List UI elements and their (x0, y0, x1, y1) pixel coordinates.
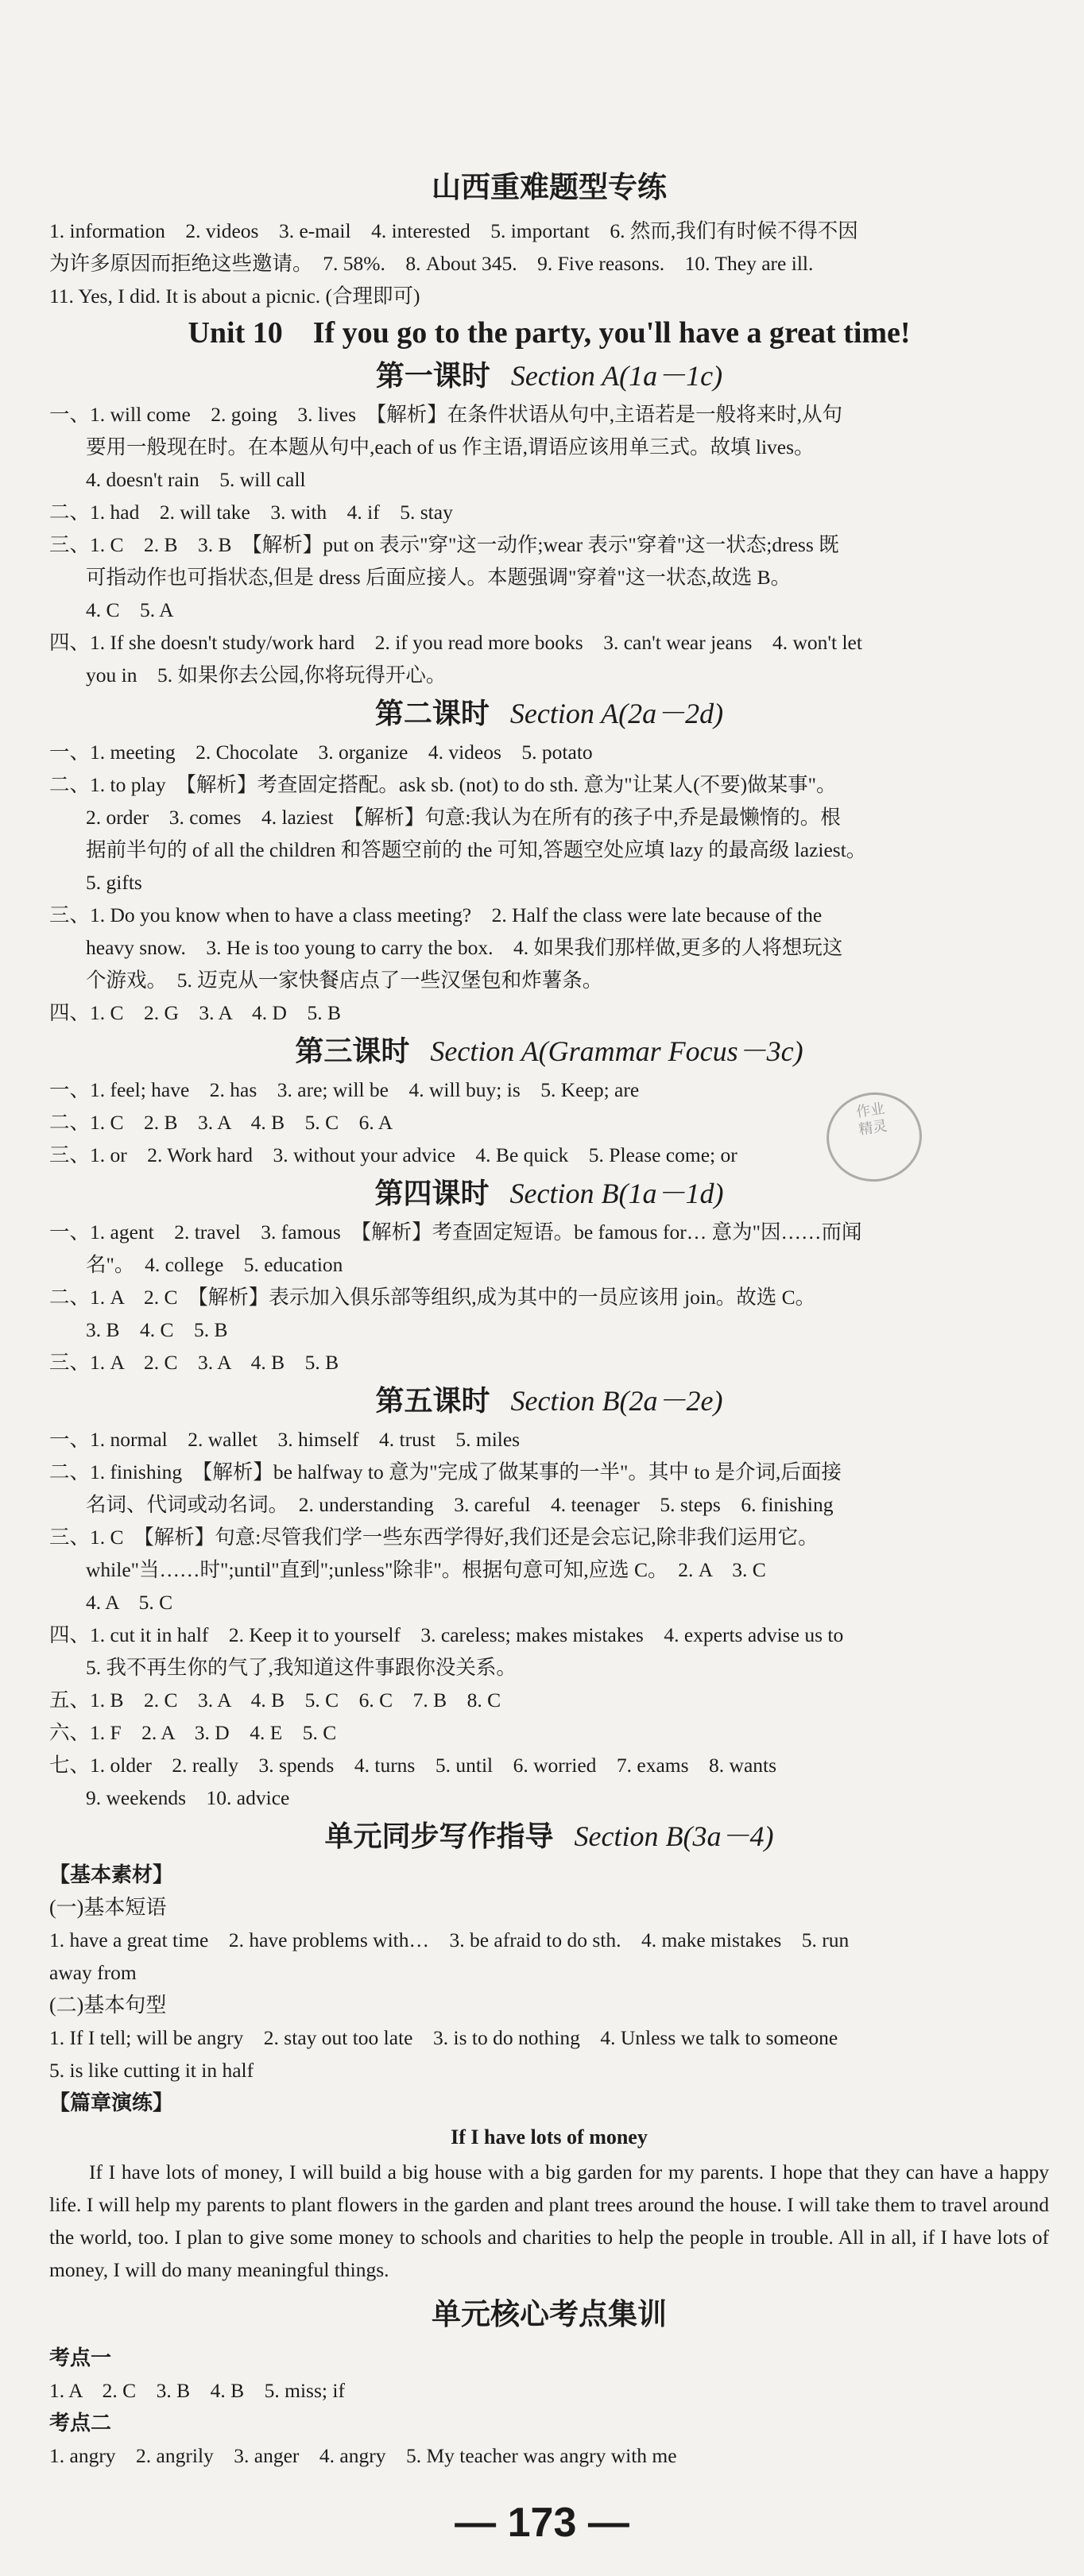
lesson-title-cn: 第一课时 (375, 360, 490, 392)
lesson-title-en: Section B(1a－1d) (509, 1178, 724, 1209)
phrases-label: (一)基本短语 (49, 1896, 167, 1919)
lesson-title-en: Section A(2a－2d) (509, 698, 724, 729)
answer-line: 1. If I tell; will be angry 2. stay out too late 3. is to do nothing 4. Unless we talk to someone (49, 2026, 838, 2049)
answer-line: 1. angry 2. angrily 3. anger 4. angry 5. My teacher was angry with me (49, 2444, 677, 2467)
lesson-title-cn: 第三课时 (295, 1035, 410, 1067)
answer-line: 四、1. C 2. G 3. A 4. D 5. B (49, 1001, 341, 1024)
lesson-title (49, 1817, 1049, 1855)
lesson-title-cn: 第二课时 (374, 698, 490, 729)
core-body (49, 2342, 1049, 2472)
basic-material-label: 【基本素材】 (49, 1863, 174, 1886)
answer-line: while"当……时";until"直到";unless"除非"。根据句意可知,应选 C。 2. A 3. C (86, 1558, 766, 1581)
answer-line: 一、1. feel; have 2. has 3. are; will be 4. will buy; is 5. Keep; are (49, 1078, 640, 1101)
answer-line: 二、1. to play 【解析】考查固定搭配。ask sb. (not) to do sth. 意为"让某人(不要)做某事"。 (49, 773, 837, 796)
writing-title-en: Section B(3a－4) (574, 1820, 774, 1852)
unit-title: Unit 10 If you go to the party, you'll have a great time! (188, 316, 911, 350)
answer-line: 4. doesn't rain 5. will call (86, 468, 306, 491)
lesson-title (49, 357, 1049, 395)
answer-line: 三、1. Do you know when to have a class meeting? 2. Half the class were late because of the (49, 903, 823, 926)
answer-line: 二、1. A 2. C 【解析】表示加入俱乐部等组织,成为其中的一员应该用 join。故选 C。 (49, 1286, 816, 1309)
answer-line: 1. have a great time 2. have problems with… 3. be afraid to do sth. 4. make mistakes 5. run (49, 1928, 850, 1951)
answer-line: 11. Yes, I did. It is about a picnic. (合理即可) (49, 284, 420, 307)
answer-line: 4. A 5. C (86, 1591, 173, 1614)
lesson-title-en: Section A(1a－1c) (510, 360, 723, 392)
answer-line: 三、1. A 2. C 3. A 4. B 5. B (49, 1351, 339, 1374)
lesson-title-cn: 第四课时 (374, 1178, 490, 1209)
answer-line: 六、1. F 2. A 3. D 4. E 5. C (49, 1721, 337, 1744)
answer-line: 四、1. If she doesn't study/work hard 2. if you read more books 3. can't wear jeans 4. won't let (49, 631, 862, 654)
answer-line: 3. B 4. C 5. B (86, 1318, 228, 1341)
answer-line: 一、1. meeting 2. Chocolate 3. organize 4. videos 5. potato (49, 741, 593, 764)
point2-label: 考点二 (49, 2412, 112, 2435)
lesson-title-en: Section A(Grammar Focus－3c) (430, 1035, 803, 1067)
answer-line: 名词、代词或动名词。 2. understanding 3. careful 4. teenager 5. steps 6. finishing (86, 1493, 834, 1516)
lesson-title-cn: 第五课时 (375, 1385, 490, 1417)
lesson-title (49, 694, 1049, 733)
answer-line: 4. C 5. A (86, 598, 174, 621)
answer-line: 一、1. agent 2. travel 3. famous 【解析】考查固定短语。be famous for… 意为"因……而闻 (49, 1220, 862, 1244)
answer-line: 可指动作也可指状态,但是 dress 后面应接人。本题强调"穿着"这一状态,故选 B。 (86, 566, 792, 589)
answer-line: 5. gifts (86, 871, 142, 894)
lesson-title-en: Section B(2a－2e) (510, 1385, 723, 1417)
answer-line: 5. 我不再生你的气了,我知道这件事跟你没关系。 (86, 1656, 517, 1679)
answer-line: 2. order 3. comes 4. laziest 【解析】句意:我认为在所有的孩子中,乔是最懒惰的。根 (86, 806, 841, 829)
writing-body (49, 1859, 1049, 2286)
answer-line: 七、1. older 2. really 3. spends 4. turns 5. until 6. worried 7. exams 8. wants (49, 1754, 777, 1777)
answer-line: 三、1. C 2. B 3. B 【解析】put on 表示"穿"这一动作;wear 表示"穿着"这一状态;dress 既 (49, 533, 839, 556)
core-title: 单元核心考点集训 (432, 2299, 667, 2331)
lesson5-body (49, 1423, 1049, 1814)
answer-line: 二、1. finishing 【解析】be halfway to 意为"完成了做某事的一半"。其中 to 是介词,后面接 (49, 1460, 842, 1483)
answer-line: you in 5. 如果你去公园,你将玩得开心。 (86, 663, 447, 687)
essay-title: If I have lots of money (451, 2125, 648, 2149)
page-number: — 173 — (455, 2500, 629, 2546)
answer-line: 一、1. will come 2. going 3. lives 【解析】在条件状语从句中,主语若是一般将来时,从句 (49, 403, 843, 426)
answer-line: 二、1. had 2. will take 3. with 4. if 5. stay (49, 501, 453, 524)
answer-line: 名"。 4. college 5. education (86, 1253, 343, 1276)
answer-line: 三、1. or 2. Work hard 3. without your advice 4. Be quick 5. Please come; or (49, 1143, 738, 1166)
lesson-title (49, 1032, 1049, 1070)
lesson4-body (49, 1216, 1049, 1379)
practice-label: 【篇章演练】 (49, 2091, 174, 2114)
essay-paragraph: If I have lots of money, I will build a big house with a big garden for my parents. I hope that they can have a happy life. I will help my parents to plant flowers in the garden and plant trees around the house. I will take them to travel around the world, too. I plan to give some money to schools and charities to help the people in trouble. All in all, if I have lots of money, I will do many meaningful things. (49, 2160, 1049, 2281)
point1-label: 考点一 (49, 2346, 112, 2369)
watermark-stamp: 作业 精灵 (821, 1086, 927, 1188)
answer-line: 1. A 2. C 3. B 4. B 5. miss; if (49, 2379, 345, 2402)
answer-line: 要用一般现在时。在本题从句中,each of us 作主语,谓语应该用单三式。故填 lives。 (86, 435, 815, 458)
answer-line: 个游戏。 5. 迈克从一家快餐店点了一些汉堡包和炸薯条。 (86, 969, 603, 992)
answer-line: 一、1. normal 2. wallet 3. himself 4. trust 5. miles (49, 1428, 521, 1451)
answer-line: 1. information 2. videos 3. e-mail 4. interested 5. important 6. 然而,我们有时候不得不因 (49, 219, 858, 242)
answer-line: heavy snow. 3. He is too young to carry the box. 4. 如果我们那样做,更多的人将想玩这 (86, 936, 843, 959)
section-title-shanxi: 山西重难题型专练 (432, 172, 667, 204)
sentences-label: (二)基本句型 (49, 1994, 167, 2017)
answer-line: 四、1. cut it in half 2. Keep it to yourself 3. careless; makes mistakes 4. experts advise us to (49, 1623, 844, 1646)
lesson-title (49, 1382, 1049, 1420)
answer-line: 5. is like cutting it in half (49, 2059, 254, 2082)
answer-line: 三、1. C 【解析】句意:尽管我们学一些东西学得好,我们还是会忘记,除非我们运用它。 (49, 1526, 819, 1549)
answer-line: 为许多原因而拒绝这些邀请。 7. 58%. 8. About 345. 9. Five reasons. 10. They are ill. (49, 252, 814, 275)
answer-line: 据前半句的 of all the children 和答题空前的 the 可知,答题空处应填 lazy 的最高级 laziest。 (86, 838, 867, 861)
answer-line: 9. weekends 10. advice (86, 1786, 290, 1809)
answer-line: 五、1. B 2. C 3. A 4. B 5. C 6. C 7. B 8. C (49, 1688, 501, 1712)
answer-line: away from (49, 1961, 137, 1984)
answer-line: 二、1. C 2. B 3. A 4. B 5. C 6. A (49, 1111, 393, 1134)
section1-body (49, 215, 1049, 312)
lesson-title (49, 1174, 1049, 1213)
lesson2-body (49, 736, 1049, 1029)
lesson1-body (49, 398, 1049, 691)
writing-title-cn: 单元同步写作指导 (324, 1820, 554, 1852)
